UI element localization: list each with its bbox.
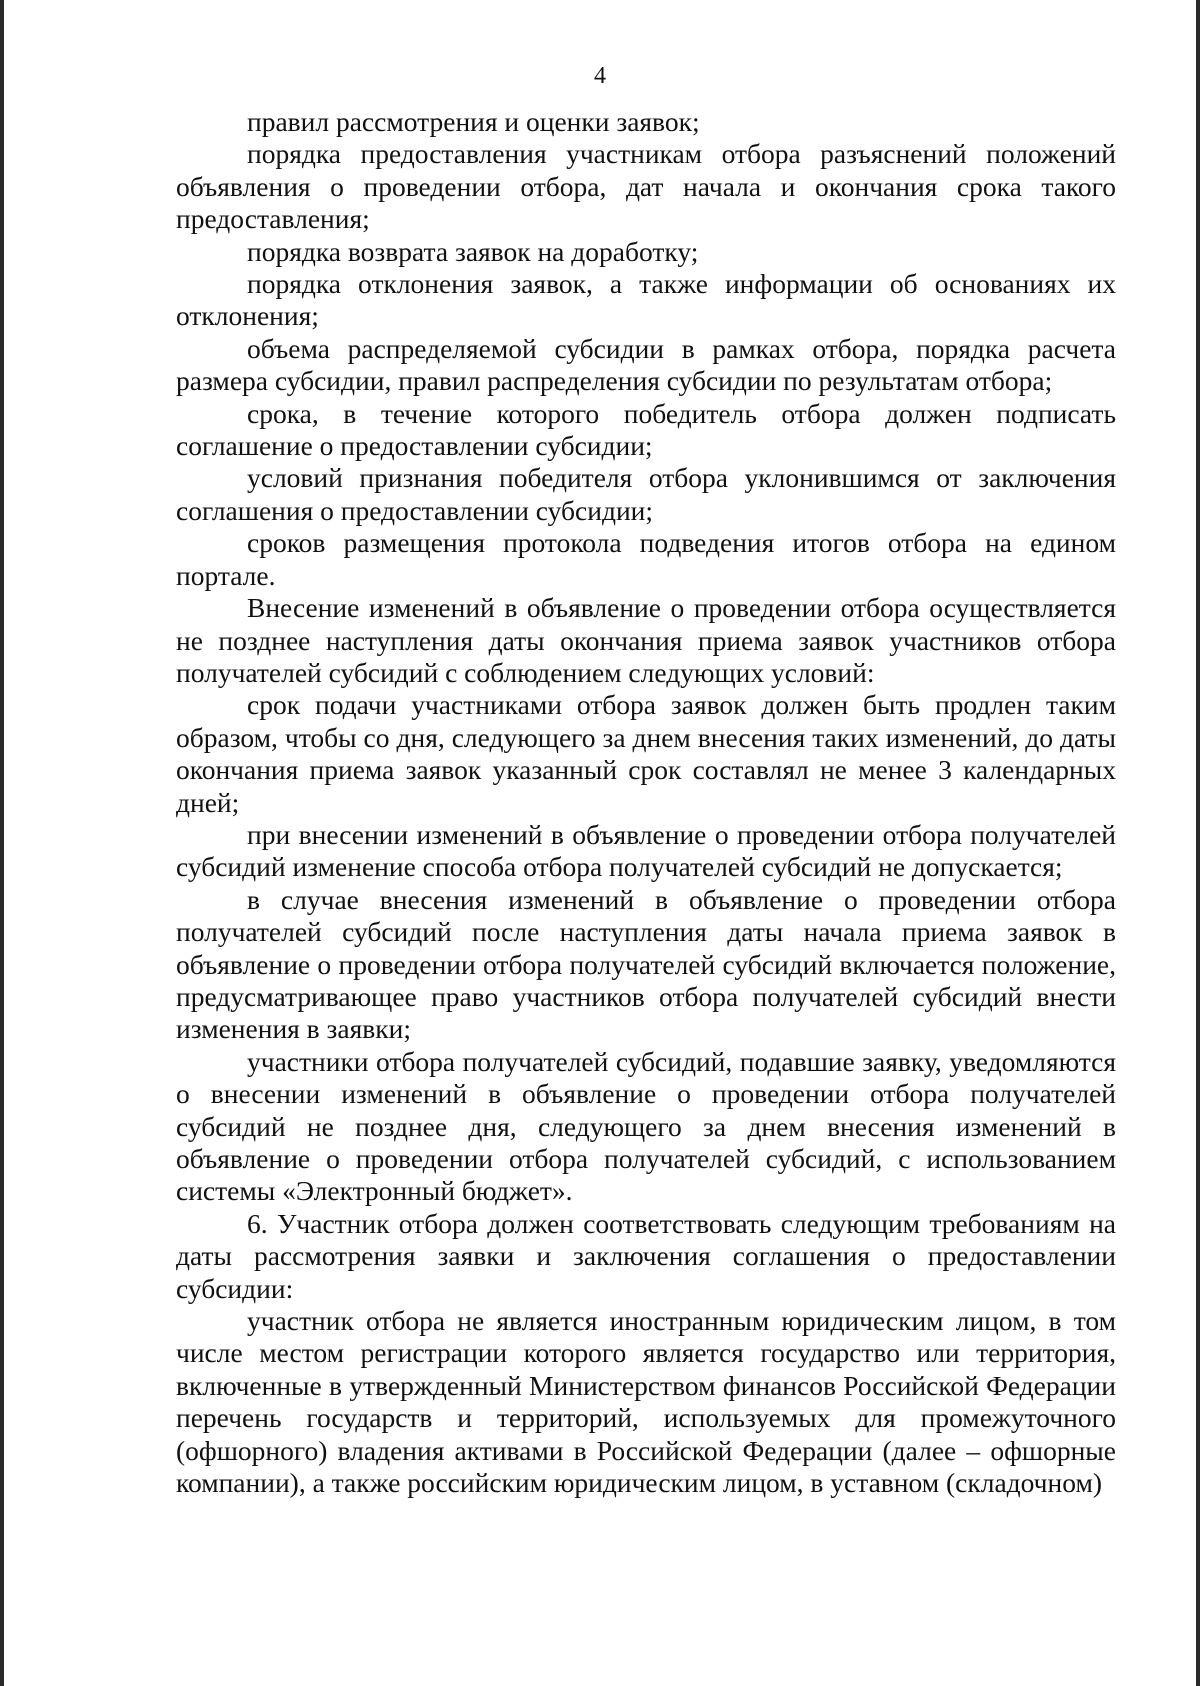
paragraph-application-changes: в случае внесения изменений в объявление о проведении отбора получателей субсидий после наступления даты начала приема заявок в объявление о проведении отбора получателей субсидий включается положение, предусматривающее право участников отбора получателей субсидий внести изменения в заявки; [176, 883, 1116, 1045]
paragraph-subsidy-volume: объема распределяемой субсидии в рамках отбора, порядка расчета размера субсидии, правил распределения субсидии по результатам отбора; [176, 332, 1116, 397]
paragraph-rules-review: правил рассмотрения и оценки заявок; [247, 106, 700, 137]
paragraph-amendments-intro: Внесение изменений в объявление о проведении отбора осуществляется не позднее наступления даты окончания приема заявок участников отбора получателей субсидий с соблюдением следующих условий: [176, 592, 1116, 688]
paragraph-return-applications: порядка возврата заявок на доработку; [247, 235, 699, 267]
paragraph-clarifications: порядка предоставления участникам отбора разъяснений положений объявления о проведении отбора, дат начала и окончания срока такого предоставления; [176, 138, 1116, 235]
paragraph-rejection: порядка отклонения заявок, а также информации об основаниях их отклонения; [176, 268, 1116, 332]
scan-edge-right [1196, 0, 1200, 1686]
page-number: 4 [594, 63, 606, 89]
paragraph-foreign-entity: участник отбора не является иностранным юридическим лицом, в том числе местом регистрации которого является государство или территория, включенные в утвержденный Министерством финансов Российской Федерации перечень государств и территорий, используемых для промежуточного (офшорного) владения активами в Российской Федерации (далее – офшорные компании), а также российским юридическим лицом, в уставном (складочном) [176, 1305, 1116, 1499]
paragraph-protocol-placement: сроков размещения протокола подведения итогов отбора на едином портале. [176, 527, 1116, 591]
paragraph-deadline-extension: срок подачи участниками отбора заявок должен быть продлен таким образом, чтобы со дня, следующего за днем внесения таких изменений, до даты окончания приема заявок указанный срок составлял не менее 3 календарных дней; [176, 689, 1116, 818]
paragraph-evasion-conditions: условий признания победителя отбора уклонившимся от заключения соглашения о предоставлении субсидии; [176, 462, 1116, 526]
scan-edge-left [0, 0, 4, 1686]
paragraph-section-6: 6. Участник отбора должен соответствовать следующим требованиям на даты рассмотрения заявки и заключения соглашения о предоставлении субсидии: [176, 1207, 1116, 1304]
paragraph-method-change: при внесении изменений в объявление о проведении отбора получателей субсидий изменение способа отбора получателей субсидий не допускается; [176, 818, 1116, 883]
paragraph-signing-term: срока, в течение которого победитель отбора должен подписать соглашение о предоставлении субсидии; [176, 397, 1116, 462]
document-body [176, 106, 1116, 1499]
paragraph-participant-notification: участники отбора получателей субсидий, подавшие заявку, уведомляются о внесении изменений в объявление о проведении отбора получателей субсидий не позднее дня, следующего за днем внесения изменений в объявление о проведении отбора получателей субсидий, с использованием системы «Электронный бюджет». [176, 1045, 1116, 1207]
